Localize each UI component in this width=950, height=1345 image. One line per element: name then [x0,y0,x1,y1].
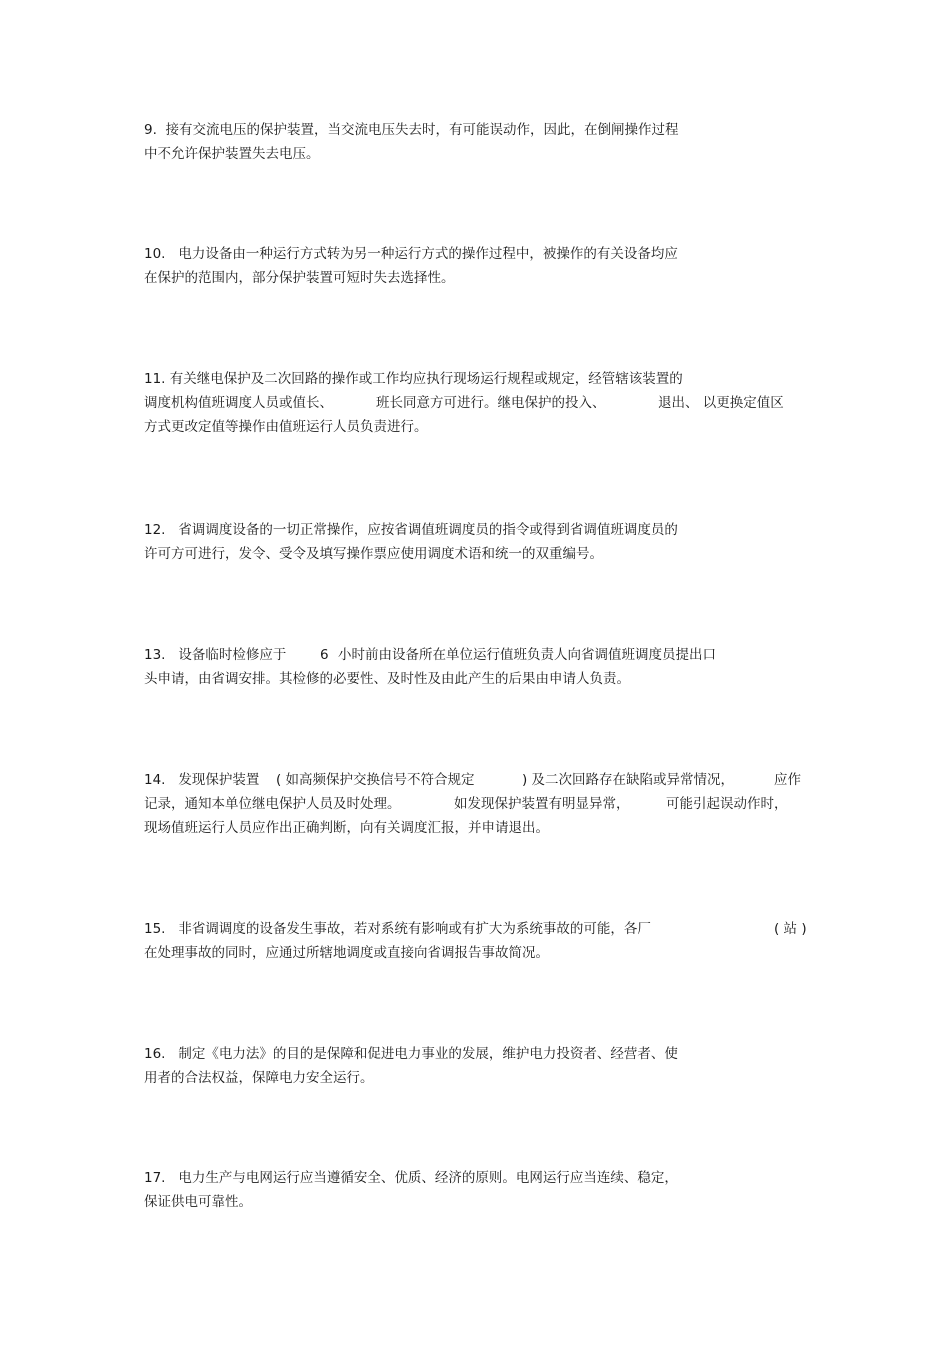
item-13-line-1 [144,646,764,664]
item-14-line-2-part-c: 可能引起误动作时， [666,796,788,812]
item-16-line-1: 16. 制定《电力法》的目的是保障和促进电力事业的发展，维护电力投资者、经营者、使 [144,1046,678,1062]
item-10-line-2: 在保护的范围内，部分保护装置可短时失去选择性。 [144,270,455,286]
item-15-line-1-part-b: ( 站 ) [774,921,807,937]
item-12-line-1: 12. 省调调度设备的一切正常操作，应按省调值班调度员的指令或得到省调值班调度员的 [144,522,678,538]
item-9-line-2: 中不允许保护装置失去电压。 [144,146,320,162]
item-14-line-3: 现场值班运行人员应作出正确判断，向有关调度汇报，并申请退出。 [144,820,549,836]
item-14-line-1-part-a: 14. 发现保护装置 [144,772,260,788]
item-14-line-1-part-d: 应作 [774,772,801,788]
item-14-line-1-part-c: ) 及二次回路存在缺陷或异常情况， [522,772,735,788]
item-15-line-1-part-a: 15. 非省调调度的设备发生事故，若对系统有影响或有扩大为系统事故的可能，各厂 [144,921,651,937]
item-16-line-2: 用者的合法权益，保障电力安全运行。 [144,1070,374,1086]
item-17-line-1: 17. 电力生产与电网运行应当遵循安全、优质、经济的原则。电网运行应当连续、稳定， [144,1170,678,1186]
item-11-line-1: 11. 有关继电保护及二次回路的操作或工作均应执行现场运行规程或规定，经管辖该装置的 [144,371,683,387]
item-17-line-2: 保证供电可靠性。 [144,1194,252,1210]
item-11-line-2-part-a: 调度机构值班调度人员或值长、 [144,395,333,411]
item-15-line-1 [144,920,809,938]
item-10-line-1: 10. 电力设备由一种运行方式转为另一种运行方式的操作过程中，被操作的有关设备均应 [144,246,678,262]
item-13-line-1-part-b: 6 [320,647,329,663]
item-11-line-3: 方式更改定值等操作由值班运行人员负责进行。 [144,419,428,435]
item-14-line-2-part-b: 如发现保护装置有明显异常， [454,796,630,812]
item-11-line-2-part-b: 班长同意方可进行。继电保护的投入、 [376,395,606,411]
item-12-line-2: 许可方可进行，发令、受令及填写操作票应使用调度术语和统一的双重编号。 [144,546,603,562]
item-14-line-1-part-b: ( 如高频保护交换信号不符合规定 [276,772,475,788]
item-13-line-1-part-c: 小时前由设备所在单位运行值班负责人向省调值班调度员提出口 [338,647,716,663]
item-11-line-2 [144,394,804,412]
item-15-line-2: 在处理事故的同时，应通过所辖地调度或直接向省调报告事故简况。 [144,945,549,961]
item-13-line-1-part-a: 13. 设备临时检修应于 [144,647,287,663]
item-14-line-2-part-a: 记录，通知本单位继电保护人员及时处理。 [144,796,401,812]
item-14-line-2 [144,795,809,813]
item-9-line-1: 9. 接有交流电压的保护装置，当交流电压失去时，有可能误动作，因此，在倒闸操作过程 [144,122,679,138]
item-13-line-2: 头申请，由省调安排。其检修的必要性、及时性及由此产生的后果由申请人负责。 [144,671,630,687]
item-14-line-1 [144,771,809,789]
item-11-line-2-part-c: 退出、 以更换定值区 [658,395,784,411]
